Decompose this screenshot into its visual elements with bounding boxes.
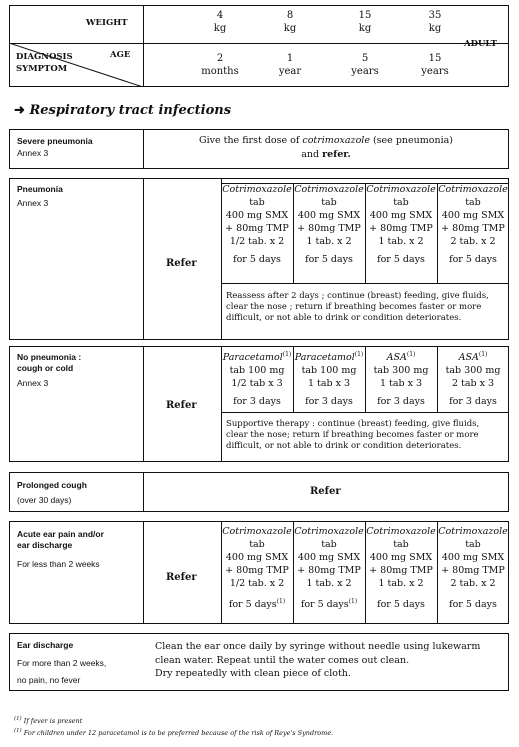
- pneumonia-note: Reassess after 2 days ; continue (breast) feeding, give fluids, clear the nose ; return if breathing becomes faster or more difficult, or not able to drink or condition deteriorates.: [226, 291, 489, 323]
- no-pneumonia-dose-4: ASA$^{(1)}$ tab 300 mg 2 tab x 3 for 3 days: [445, 351, 501, 408]
- ear-refer: Refer: [166, 572, 197, 583]
- ear-discharge-title: Ear discharge: [17, 640, 74, 650]
- weight-3: 15 kg: [358, 10, 372, 34]
- ear-discharge-text: Clean the ear once daily by syringe without needle using lukewarm clean water. Repeat until the water comes out clean. Dry repeatedly with clean piece of cloth.: [155, 641, 481, 679]
- pneumonia-refer: Refer: [166, 258, 197, 269]
- ear-sub: For less than 2 weeks: [17, 559, 100, 569]
- no-pneumonia-note: Supportive therapy : continue (breast) feeding, give fluids, clear the nose; return if breathing becomes faster or more difficult, or not able to drink or condition deteriorates.: [226, 419, 480, 451]
- pneumonia-title: Pneumonia: [17, 184, 63, 194]
- pneumonia-dose-3: Cotrimoxazole tab 400 mg SMX + 80mg TMP 1 tab. x 2 for 5 days: [366, 184, 436, 265]
- ear-dose-4: Cotrimoxazole tab 400 mg SMX + 80mg TMP 2 tab. x 2 for 5 days: [438, 526, 508, 611]
- ear-discharge-sub2: no pain, no fever: [17, 675, 81, 685]
- ear-dose-1: Cotrimoxazole tab 400 mg SMX + 80mg TMP 1/2 tab. x 2 for 5 days$^{(1)}$: [222, 526, 292, 611]
- age-3: 5 years: [351, 53, 379, 77]
- prolonged-sub: (over 30 days): [17, 495, 72, 505]
- no-pneumonia-dose-2: Paracetamol$^{(1)}$ tab 100 mg 1 tab x 3 for 3 days: [294, 351, 364, 408]
- ear-dose-2: Cotrimoxazole tab 400 mg SMX + 80mg TMP 1 tab. x 2 for 5 days$^{(1)}$: [294, 526, 364, 611]
- age-4: 15 years: [421, 53, 449, 77]
- footnote-1: $^{(1)}$ If fever is present: [14, 716, 83, 726]
- prolonged-refer: Refer: [310, 486, 341, 497]
- prolonged-cough-row: [9, 472, 509, 512]
- severe-title: Severe pneumonia: [17, 136, 93, 146]
- weight-label: WEIGHT: [86, 18, 128, 28]
- age-1: 2 months: [201, 53, 239, 77]
- prolonged-title: Prolonged cough: [17, 480, 87, 490]
- pneumonia-annex: Annex 3: [17, 198, 49, 208]
- weight-4: 35 kg: [428, 10, 442, 34]
- age-label: AGE: [110, 50, 131, 60]
- weight-2: 8 kg: [283, 10, 297, 34]
- pneumonia-dose-4: Cotrimoxazole tab 400 mg SMX + 80mg TMP 2 tab. x 2 for 5 days: [438, 184, 508, 265]
- ear-dose-3: Cotrimoxazole tab 400 mg SMX + 80mg TMP 1 tab. x 2 for 5 days: [366, 526, 436, 611]
- severe-instruction: Give the first dose of cotrimoxazole (see pneumonia) and refer.: [198, 135, 454, 160]
- no-pneumonia-dose-1: Paracetamol$^{(1)}$ tab 100 mg 1/2 tab x 3 for 3 days: [222, 351, 292, 408]
- symptom-label: SYMPTOM: [16, 64, 68, 74]
- no-pneumonia-dose-3: ASA$^{(1)}$ tab 300 mg 1 tab x 3 for 3 days: [373, 351, 429, 408]
- section-title-text: Respiratory tract infections: [29, 103, 232, 118]
- severe-annex: Annex 3: [17, 148, 49, 158]
- pneumonia-dose-1: Cotrimoxazole tab 400 mg SMX + 80mg TMP 1/2 tab. x 2 for 5 days: [222, 184, 292, 265]
- pneumonia-dose-2: Cotrimoxazole tab 400 mg SMX + 80mg TMP 1 tab. x 2 for 5 days: [294, 184, 364, 265]
- adult-label: ADULT: [464, 39, 497, 49]
- arrow-right-icon: ➜: [14, 103, 25, 118]
- ear-title: Acute ear pain and/or ear discharge: [17, 529, 104, 550]
- ear-discharge-sub1: For more than 2 weeks,: [17, 658, 107, 668]
- age-2: 1 year: [278, 53, 302, 77]
- no-pneumonia-refer: Refer: [166, 400, 197, 411]
- section-title: [14, 103, 231, 118]
- diagnosis-label: DIAGNOSIS: [16, 52, 73, 62]
- weight-1: 4 kg: [213, 10, 227, 34]
- footnotes: [14, 714, 333, 738]
- footnote-2: $^{(1)}$ For children under 12 paracetamol is to be preferred because of the risk of Reye's Syndrome.: [14, 728, 334, 738]
- no-pneumonia-title: No pneumonia : cough or cold: [17, 352, 82, 373]
- no-pneumonia-annex: Annex 3: [17, 378, 49, 388]
